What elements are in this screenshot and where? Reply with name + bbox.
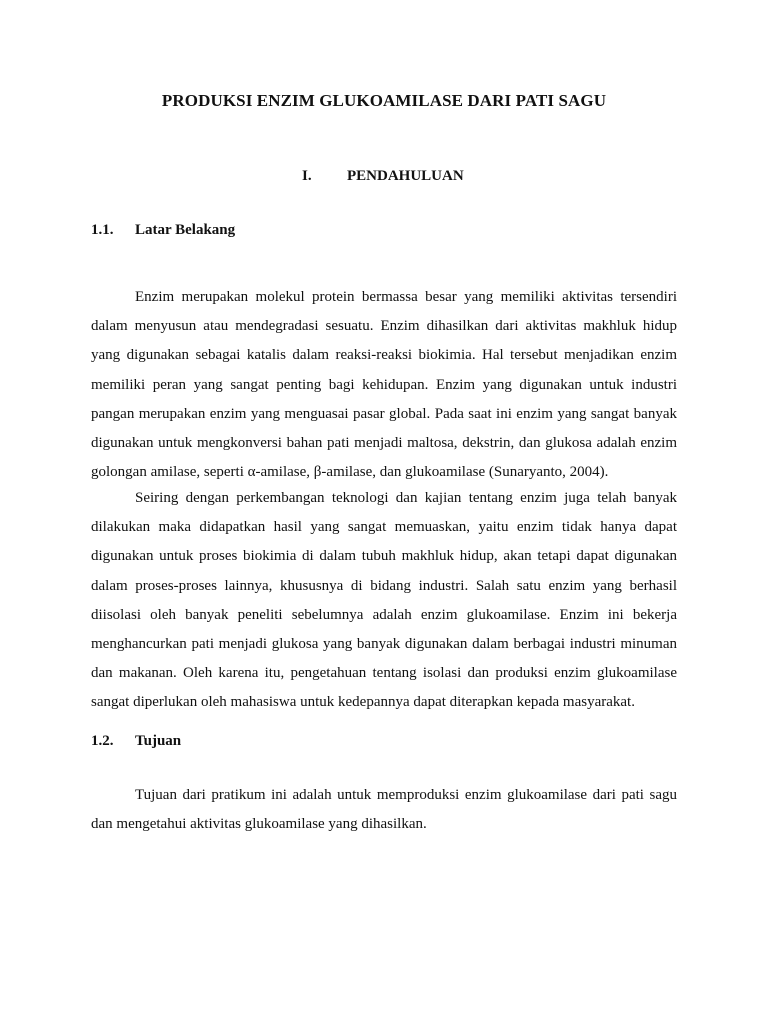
paragraph-latar-belakang-1: Enzim merupakan molekul protein bermassa besar yang memiliki aktivitas tersendiri dalam menyusun atau mendegradasi sesuatu. Enzim dihasilkan dari aktivitas makhluk hidup yang digunakan sebagai katalis dalam reaksi-reaksi biokimia. Hal tersebut menjadikan enzim memiliki peran yang sangat penting bagi kehidupan. Enzim yang digunakan untuk industri pangan merupakan enzim yang menguasai pasar global. Pada saat ini enzim yang sangat banyak digunakan untuk mengkonversi bahan pati menjadi maltosa, dekstrin, dan glukosa adalah enzim golongan amilase, seperti α-amilase, β-amilase, dan glukoamilase (Sunaryanto, 2004).	[91, 289, 677, 481]
paragraph-latar-belakang-2: Seiring dengan perkembangan teknologi dan kajian tentang enzim juga telah banyak dilakukan maka didapatkan hasil yang sangat memuaskan, yaitu enzim tidak hanya dapat digunakan untuk proses biokimia di dalam tubuh makhluk hidup, akan tetapi dapat digunakan dalam proses-proses lainnya, khususnya di bidang industri. Salah satu enzim yang berhasil diisolasi oleh banyak peneliti sebelumnya adalah enzim glukoamilase. Enzim ini bekerja menghancurkan pati menjadi glukosa yang banyak digunakan dalam berbagai industri minuman dan makanan. Oleh karena itu, pengetahuan tentang isolasi dan produksi enzim glukoamilase sangat diperlukan oleh mahasiswa untuk kedepannya dapat diterapkan kepada masyarakat.	[91, 490, 677, 711]
section-title: Tujuan	[135, 733, 182, 749]
paragraph-tujuan: Tujuan dari pratikum ini adalah untuk memproduksi enzim glukoamilase dari pati sagu dan mengetahui aktivitas glukoamilase yang dihasilkan.	[91, 787, 677, 833]
document-title: PRODUKSI ENZIM GLUKOAMILASE DARI PATI SAGU	[161, 91, 607, 110]
section-number: 1.2.	[91, 733, 114, 749]
chapter-title: PENDAHULUAN	[347, 168, 464, 184]
section-title: Latar Belakang	[135, 222, 236, 238]
chapter-number: I.	[302, 168, 312, 184]
section-number: 1.1.	[91, 222, 114, 238]
